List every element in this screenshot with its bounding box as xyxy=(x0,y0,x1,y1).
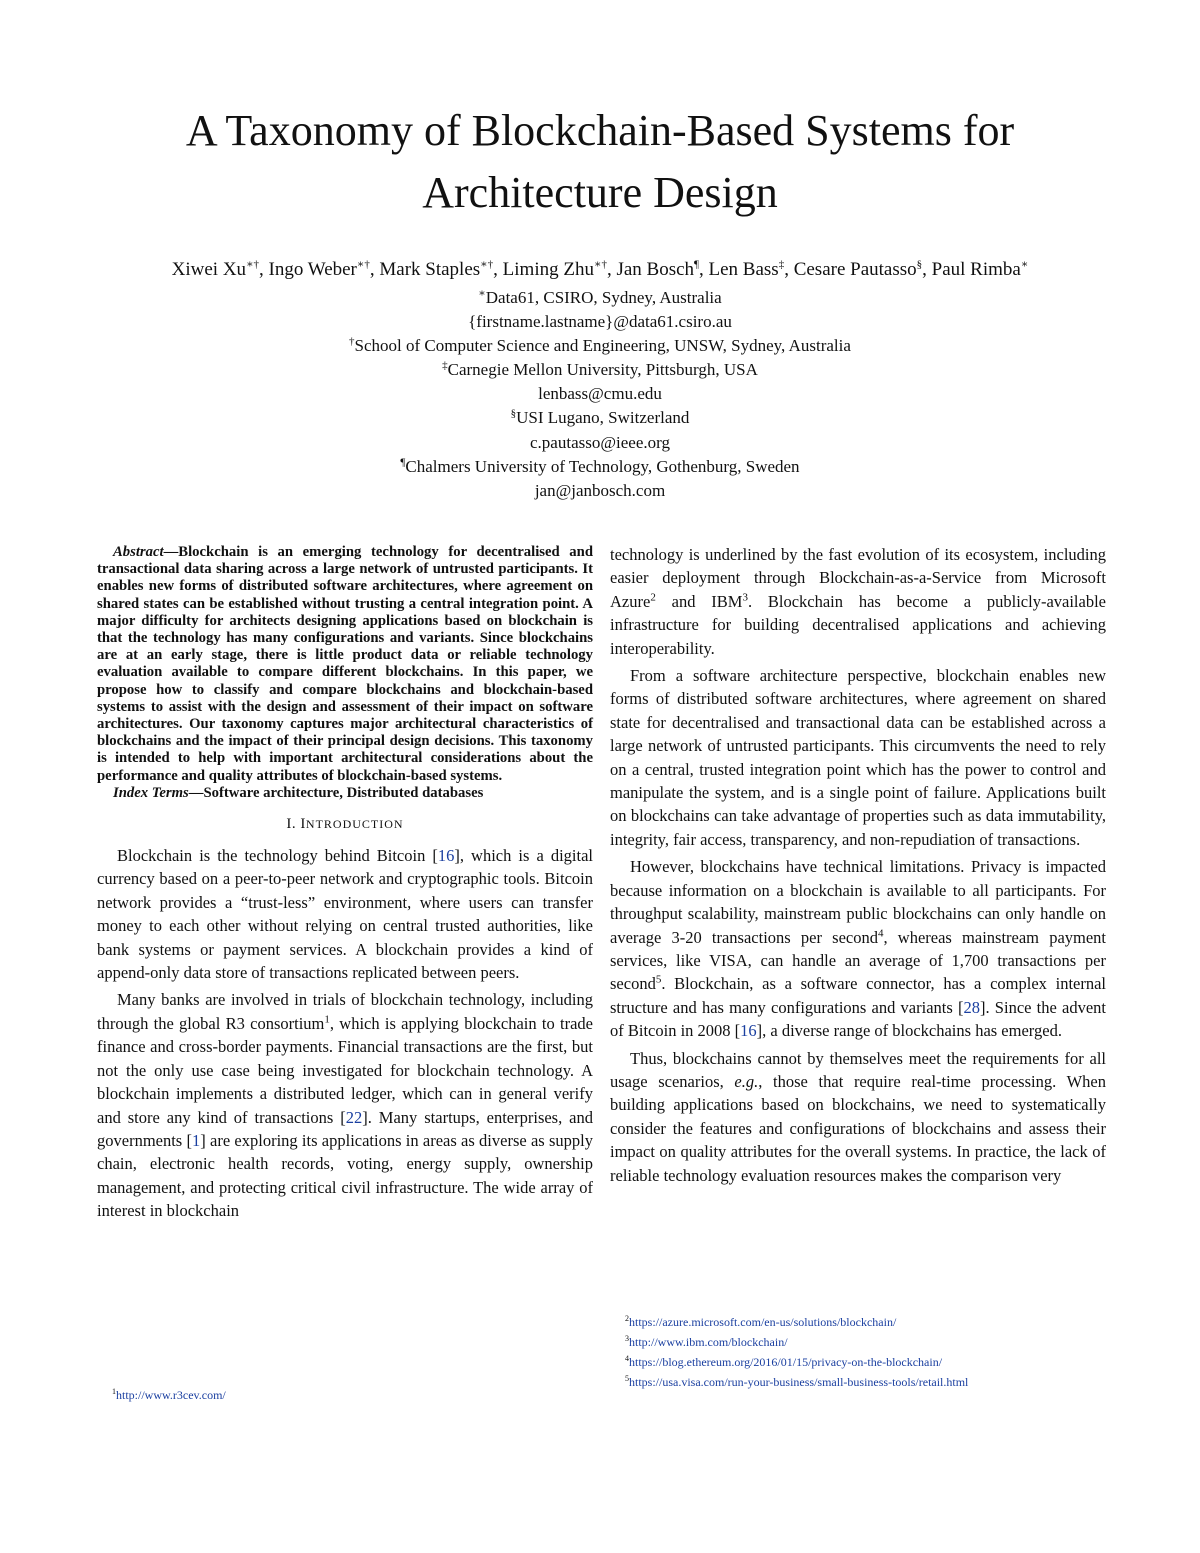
citation-link[interactable]: 16 xyxy=(437,846,455,866)
footnote-mark[interactable]: 2 xyxy=(650,591,656,604)
right-column xyxy=(610,543,1106,1191)
affiliation-email: {firstname.lastname}@data61.csiro.au xyxy=(468,312,732,331)
footnote-link[interactable]: https://azure.microsoft.com/en-us/solutions/blockchain/ xyxy=(629,1315,897,1329)
index-terms-label: Index Terms xyxy=(113,784,189,801)
footnote-link[interactable]: https://blog.ethereum.org/2016/01/15/privacy-on-the-blockchain/ xyxy=(629,1355,943,1369)
footnote-mark[interactable]: 1 xyxy=(324,1013,330,1026)
footnote-link[interactable]: http://www.ibm.com/blockchain/ xyxy=(629,1335,788,1349)
citation-link[interactable]: 1 xyxy=(192,1130,201,1150)
citation-link[interactable]: 22 xyxy=(345,1107,363,1127)
title-line-2: Architecture Design xyxy=(422,168,778,217)
author: Cesare Pautasso§ xyxy=(793,258,923,280)
body-paragraph: technology is underlined by the fast evolution of its ecosystem, including easier deployment through Blockchain-as-a-Service from Microsoft Azure$^2$ and IBM$^3$. Blockchain has become a publicly-available infrastructure for building decentralised applications and achieving interoperability. xyxy=(610,545,1106,658)
footnote-link[interactable]: http://www.r3cev.com/ xyxy=(116,1388,226,1402)
footnote-mark[interactable]: 3 xyxy=(742,591,748,604)
affiliation-email: jan@janbosch.com xyxy=(534,481,666,500)
author: Xiwei Xu∗† xyxy=(171,258,260,280)
footnotes-right xyxy=(625,1312,1145,1392)
body-paragraph: However, blockchains have technical limitations. Privacy is impacted because information on a blockchain is available to all participants. For throughput scalability, mainstream public blockchains can only handle on average 3-20 transactions per second$^4$, whereas mainstream payment services, like VISA, can handle an average of 1,700 transactions per second$^5$. Blockchain, as a software connector, has a complex internal structure and has many configurations and variants [28]. Since the advent of Bitcoin in 2008 [16], a diverse range of blockchains has emerged. xyxy=(610,857,1107,1041)
author: Mark Staples∗† xyxy=(379,258,494,280)
author: Len Bass‡ xyxy=(708,258,785,280)
affiliation: ¶Chalmers University of Technology, Gothenburg, Sweden xyxy=(400,456,800,476)
citation-link[interactable]: 28 xyxy=(963,997,980,1017)
affiliation: †School of Computer Science and Engineering, UNSW, Sydney, Australia xyxy=(349,335,851,355)
footnote-mark[interactable]: 5 xyxy=(655,973,662,986)
author: Liming Zhu∗† xyxy=(502,258,607,280)
author: Ingo Weber∗† xyxy=(268,258,370,280)
title-line-1: A Taxonomy of Blockchain-Based Systems for xyxy=(185,106,1015,155)
footnote-mark[interactable]: 4 xyxy=(877,927,884,939)
author-list: Xiwei Xu∗†, Ingo Weber∗†, Mark Staples∗†, Liming Zhu∗†, Jan Bosch¶, Len Bass‡, Cesare Pautasso§, Paul Rimba∗ xyxy=(171,258,1029,280)
paper-title xyxy=(60,100,1140,224)
footnote: $^1$http://www.r3cev.com/ xyxy=(112,1387,226,1402)
left-column xyxy=(97,544,593,1227)
abstract-label: Abstract xyxy=(113,544,164,560)
body-paragraph: From a software architecture perspective, blockchain enables new forms of distributed software architectures, where agreement on shared state for decentralised and transactional data can be established across a large network of untrusted participants. This circumvents the need to rely on a central, trusted integration point which has the power to control and manipulate the system, and is a single point of failure. Applications built on blockchains can take advantage of properties such as data immutability, integrity, fair access, transparency, and non-repudiation of transactions. xyxy=(610,666,1106,849)
affiliation: §USI Lugano, Switzerland xyxy=(510,407,690,427)
author: Paul Rimba∗ xyxy=(931,258,1029,280)
affiliation: ‡Carnegie Mellon University, Pittsburgh, USA xyxy=(442,359,758,379)
index-terms-text: —Software architecture, Distributed databases xyxy=(188,784,484,801)
abstract-text: —Blockchain is an emerging technology for decentralised and transactional data sharing across a large network of untrusted participants. It enables new forms of distributed software architectures, where agreement on shared states can be established without trusting a central integration point. A major difficulty for architects designing applications based on blockchain is that the technology has many configurations and variants. Since blockchains are at an early stage, there is little product data or reliable technology evaluation available to compare different blockchains. In this paper, we propose how to classify and compare blockchains and blockchain-based systems to assist with the design and assessment of their impact on software architectures. Our taxonomy captures major architectural characteristics of blockchains and the impact of their principal design decisions. This taxonomy is intended to help with important architectural considerations about the performance and quality attributes of blockchain-based systems. xyxy=(97,544,593,784)
body-paragraph: Many banks are involved in trials of blockchain technology, including through the global R3 consortium$^1$, which is applying blockchain to trade finance and cross-border payments. Financial transactions are the first, but not the only use case being investigated for blockchain technology. A blockchain implements a distributed ledger, which can in general verify and store any kind of transactions [22]. Many startups, enterprises, and governments [1] are exploring its applications in areas as diverse as supply chain, electronic health records, voting, energy supply, ownership management, and protecting critical civil infrastructure. The wide array of interest in blockchain xyxy=(97,990,593,1221)
body-paragraph: Thus, blockchains cannot by themselves meet the requirements for all usage scenarios, e.g., those that require real-time processing. When building applications based on blockchains, we need to systematically consider the features and configurations of blockchains and assess their impact on quality attributes for the overall systems. In practice, the lack of reliable technology evaluation resources makes the comparison very xyxy=(610,1048,1106,1185)
abstract xyxy=(97,544,593,785)
footnote: $^4$https://blog.ethereum.org/2016/01/15/privacy-on-the-blockchain/ xyxy=(625,1354,943,1369)
citation-link[interactable]: 16 xyxy=(740,1021,757,1041)
author: Jan Bosch¶ xyxy=(616,258,700,280)
affiliation-email: lenbass@cmu.edu xyxy=(538,384,662,403)
index-terms xyxy=(97,785,593,802)
footnote: $^3$http://www.ibm.com/blockchain/ xyxy=(625,1334,788,1349)
affiliation-email: c.pautasso@ieee.org xyxy=(530,433,670,452)
footnote-link[interactable]: https://usa.visa.com/run-your-business/small-business-tools/retail.html xyxy=(629,1375,969,1389)
affiliation: ∗Data61, CSIRO, Sydney, Australia xyxy=(478,287,722,307)
body-paragraph: Blockchain is the technology behind Bitcoin [16], which is a digital currency based on a peer-to-peer network and cryptographic tools. Bitcoin network provides a “trust-less” environment, where users can transfer money to each other without relying on central trusted authorities, like bank systems or payment services. A blockchain provides a kind of append-only data store of transactions replicated between peers. xyxy=(97,846,594,983)
footnote: $^2$https://azure.microsoft.com/en-us/solutions/blockchain/ xyxy=(625,1314,897,1329)
section-heading-introduction: I. INTRODUCTION xyxy=(286,816,404,833)
footnote: $^5$https://usa.visa.com/run-your-business/small-business-tools/retail.html xyxy=(625,1374,969,1389)
